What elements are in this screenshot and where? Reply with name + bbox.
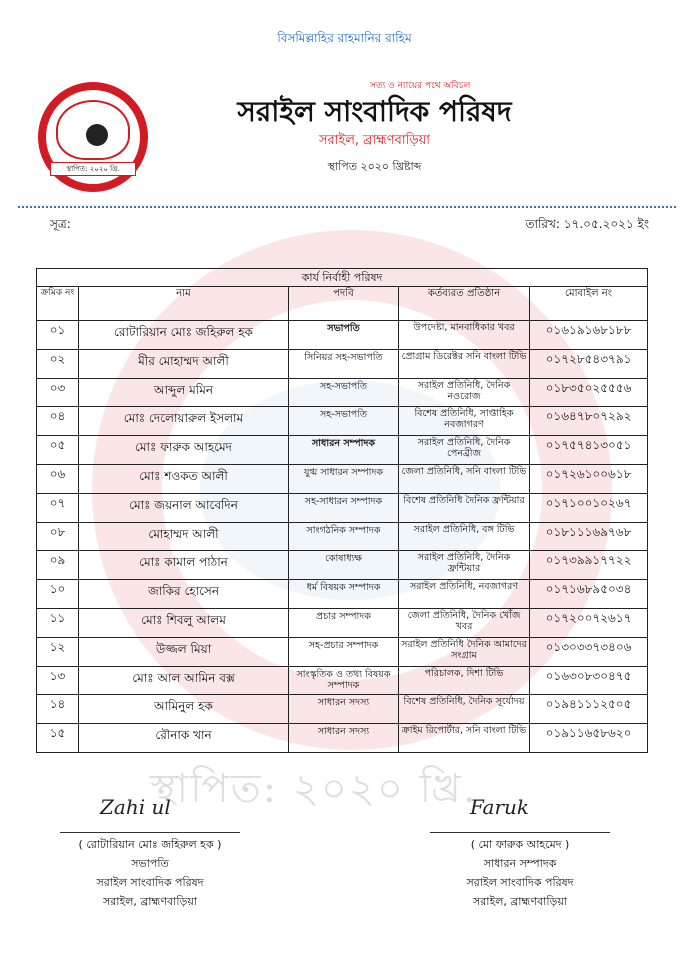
cell-designation: ধর্ম বিষয়ক সম্পাদক (289, 580, 399, 609)
cell-name: মোঃ শওকত আলী (79, 464, 289, 493)
signatory-name-right: ( মো ফারুক আহমেদ ) (470, 838, 570, 851)
cell-serial: ০৯ (37, 551, 79, 580)
header-serial: ক্রমিক নং (37, 287, 79, 321)
cell-name: মোঃ শিবলু আলম (79, 608, 289, 637)
cell-designation: সিনিয়র সহ-সভাপতি (289, 349, 399, 378)
cell-designation: কোষাধ্যক্ষ (289, 551, 399, 580)
cell-serial: ০৮ (37, 522, 79, 551)
cell-mobile: ০১৬১৯১৬৮১৮৮ (530, 321, 648, 350)
cell-organization: উপদেষ্টা, মানবাধিকার খবর (399, 321, 530, 350)
cell-serial: ০২ (37, 349, 79, 378)
cell-name: আব্দুল মমিন (79, 378, 289, 407)
table-row (37, 464, 648, 493)
signatory-name-left: ( রোটারিয়ান মোঃ জহিরুল হক ) (78, 838, 222, 851)
cell-designation: সহ-প্রচার সম্পাদক (289, 637, 399, 666)
cell-name: মোহাম্মদ আলী (79, 522, 289, 551)
cell-serial: ১২ (37, 637, 79, 666)
cell-mobile: ০১৭১৬৮৯৫০৩৪ (530, 580, 648, 609)
cell-mobile: ০১৭২০০৭২৬১৭ (530, 608, 648, 637)
watermark-text: স্থাপিত: ২০২০ খ্রি. (150, 766, 478, 812)
cell-designation: সাংস্কৃতিক ও তথ্য বিষয়ক সম্পাদক (289, 666, 399, 695)
cell-serial: ০৪ (37, 407, 79, 436)
logo-established-band: স্থাপিত: ২০২০ খ্রি. (50, 162, 136, 176)
table-row (37, 522, 648, 551)
cell-serial: ১০ (37, 580, 79, 609)
signature-block-left (30, 795, 270, 911)
table-row (37, 321, 648, 350)
table-row (37, 436, 648, 465)
cell-designation: সহ-সাধারন সম্পাদক (289, 493, 399, 522)
cell-mobile: ০১৮১১১৬৯৭৬৮ (530, 522, 648, 551)
table-row (37, 378, 648, 407)
cell-designation: সাধারন সদস্য (289, 724, 399, 753)
cell-organization: সরাইল প্রতিনিধি, দৈনিক ফ্রন্টিয়ার (399, 551, 530, 580)
header-name: নাম (79, 287, 289, 321)
cell-organization: সরাইল প্রতিনিধি, নবজাগরণ (399, 580, 530, 609)
cell-mobile: ০১৮৩৫০২৫৫৫৬ (530, 378, 648, 407)
cell-mobile: ০১৯৪১১১২৫০৫ (530, 695, 648, 724)
cell-serial: ০৭ (37, 493, 79, 522)
signatory-place-left: সরাইল, ব্রাহ্মণবাড়িয়া (102, 895, 197, 908)
cell-mobile: ০১৭১০০১০২৬৭ (530, 493, 648, 522)
bismillah-text: বিসমিল্লাহির রাহমানির রাহিম (277, 31, 412, 45)
signatory-title-left: সভাপতি (131, 857, 169, 870)
cell-organization: সরাইল প্রতিনিধি, দৈনিক পেনব্রীজ (399, 436, 530, 465)
cell-designation: সাধারন সদস্য (289, 695, 399, 724)
signature-line-right (430, 832, 610, 833)
cell-designation: সভাপতি (289, 321, 399, 350)
cell-organization: ক্রাইম রিপোর্টার, সনি বাংলা টিভি (399, 724, 530, 753)
cell-mobile: ০১৬৪৭৮০৭২৯২ (530, 407, 648, 436)
cell-name: রোটারিয়ান মোঃ জহিরুল হক (79, 321, 289, 350)
table-row (37, 666, 648, 695)
org-title: সরাইল সাংবাদিক পরিষদ (237, 95, 512, 128)
cell-name: রৌনাক খান (79, 724, 289, 753)
table-row (37, 580, 648, 609)
cell-mobile: ০১৯১১৬৫৮৬২০ (530, 724, 648, 753)
table-header-row (37, 287, 648, 321)
cell-name: মোঃ ফারুক আহমেদ (79, 436, 289, 465)
cell-name: মোঃ কামাল পাঠান (79, 551, 289, 580)
cell-name: উজ্জল মিয়া (79, 637, 289, 666)
table-caption: কার্য নির্বাহী পরিষদ (37, 269, 648, 287)
table-row (37, 695, 648, 724)
signature-scribble-left: Zahi ul (100, 795, 171, 819)
cell-designation: সহ-সভাপতি (289, 407, 399, 436)
cell-organization: সরাইল প্রতিনিধি দৈনিক আমাদের সংগ্রাম (399, 637, 530, 666)
cell-name: মোঃ জয়নাল আবেদিন (79, 493, 289, 522)
signature-scribble-right: Faruk (470, 795, 530, 819)
table-row (37, 551, 648, 580)
cell-serial: ০৫ (37, 436, 79, 465)
cell-serial: ১১ (37, 608, 79, 637)
table-row (37, 637, 648, 666)
cell-serial: ০১ (37, 321, 79, 350)
cell-organization: প্রোগ্রাম ডিরেক্টর সনি বাংলা টিভি (399, 349, 530, 378)
cell-name: আমিনুল হক (79, 695, 289, 724)
cell-organization: জেলা প্রতিনিধি, সনি বাংলা টিভি (399, 464, 530, 493)
cell-designation: প্রচার সম্পাদক (289, 608, 399, 637)
cell-mobile: ০১৭২৬১০০৬১৮ (530, 464, 648, 493)
cell-organization: বিশেষ প্রতিনিধি, সাপ্তাহিক নবজাগরণ (399, 407, 530, 436)
cell-name: মোঃ দেলোয়ারুল ইসলাম (79, 407, 289, 436)
cell-organization: বিশেষ প্রতিনিধি, দৈনিক সূর্যোদয় (399, 695, 530, 724)
cell-name: মীর মোহাম্মদ আলী (79, 349, 289, 378)
committee-table (36, 268, 648, 753)
cell-mobile: ০১৩০৩৩৭৩৪০৬ (530, 637, 648, 666)
cell-mobile: ০১৭৩৯৯১৭৭২২ (530, 551, 648, 580)
cell-organization: সরাইল প্রতিনিধি, বঙ্গ টিভি (399, 522, 530, 551)
cell-serial: ১৩ (37, 666, 79, 695)
cell-mobile: ০১৭২৮৫৪৩৭৯১ (530, 349, 648, 378)
cell-name: মোঃ আল আমিন বক্স (79, 666, 289, 695)
table-row (37, 608, 648, 637)
cell-mobile: ০১৭৫৭৪১৩০৫১ (530, 436, 648, 465)
header-organization: কর্তব্যরত প্রতিষ্ঠান (399, 287, 530, 321)
signatory-org-right: সরাইল সাংবাদিক পরিষদ (466, 876, 574, 889)
cell-organization: সরাইল প্রতিনিধি, দৈনিক নওরোজ (399, 378, 530, 407)
table-row (37, 349, 648, 378)
signatory-org-left: সরাইল সাংবাদিক পরিষদ (96, 876, 204, 889)
org-location: সরাইল, ব্রাহ্মণবাড়িয়া (318, 133, 431, 148)
cell-organization: বিশেষ প্রতিনিধি দৈনিক ফ্রন্টিয়ার (399, 493, 530, 522)
cell-designation: যুগ্ম সাধারন সম্পাদক (289, 464, 399, 493)
table-row (37, 407, 648, 436)
signature-line-left (60, 832, 240, 833)
signatory-title-right: সাধারন সম্পাদক (483, 857, 557, 870)
signatory-place-right: সরাইল, ব্রাহ্মণবাড়িয়া (472, 895, 567, 908)
cell-organization: জেলা প্রতিনিধি, দৈনিক খোঁজ খবর (399, 608, 530, 637)
signature-block-right (400, 795, 640, 911)
cell-serial: ১৪ (37, 695, 79, 724)
reference-label: সূত্র: (50, 217, 71, 231)
header-designation: পদবি (289, 287, 399, 321)
cell-serial: ১৫ (37, 724, 79, 753)
cell-designation: সহ-সভাপতি (289, 378, 399, 407)
cell-serial: ০৩ (37, 378, 79, 407)
established-text: স্থাপিত ২০২০ খ্রিষ্টাব্দ (327, 160, 422, 173)
header-mobile: মোবাইল নং (530, 287, 648, 321)
date-label: তারিখ: ১৭.০৫.২০২১ ইং (525, 217, 649, 231)
cell-serial: ০৬ (37, 464, 79, 493)
cell-name: জাকির হোসেন (79, 580, 289, 609)
table-row (37, 724, 648, 753)
cell-mobile: ০১৬৩০৮৩০৪৭৫ (530, 666, 648, 695)
cell-designation: সাংগঠনিক সম্পাদক (289, 522, 399, 551)
header-divider (18, 206, 676, 208)
motto: সত্য ও ন্যায়ের পথে অবিচল (370, 81, 471, 91)
cell-designation: সাধারন সম্পাদক (289, 436, 399, 465)
table-row (37, 493, 648, 522)
cell-organization: পরিচালক, দিশা টিভি (399, 666, 530, 695)
